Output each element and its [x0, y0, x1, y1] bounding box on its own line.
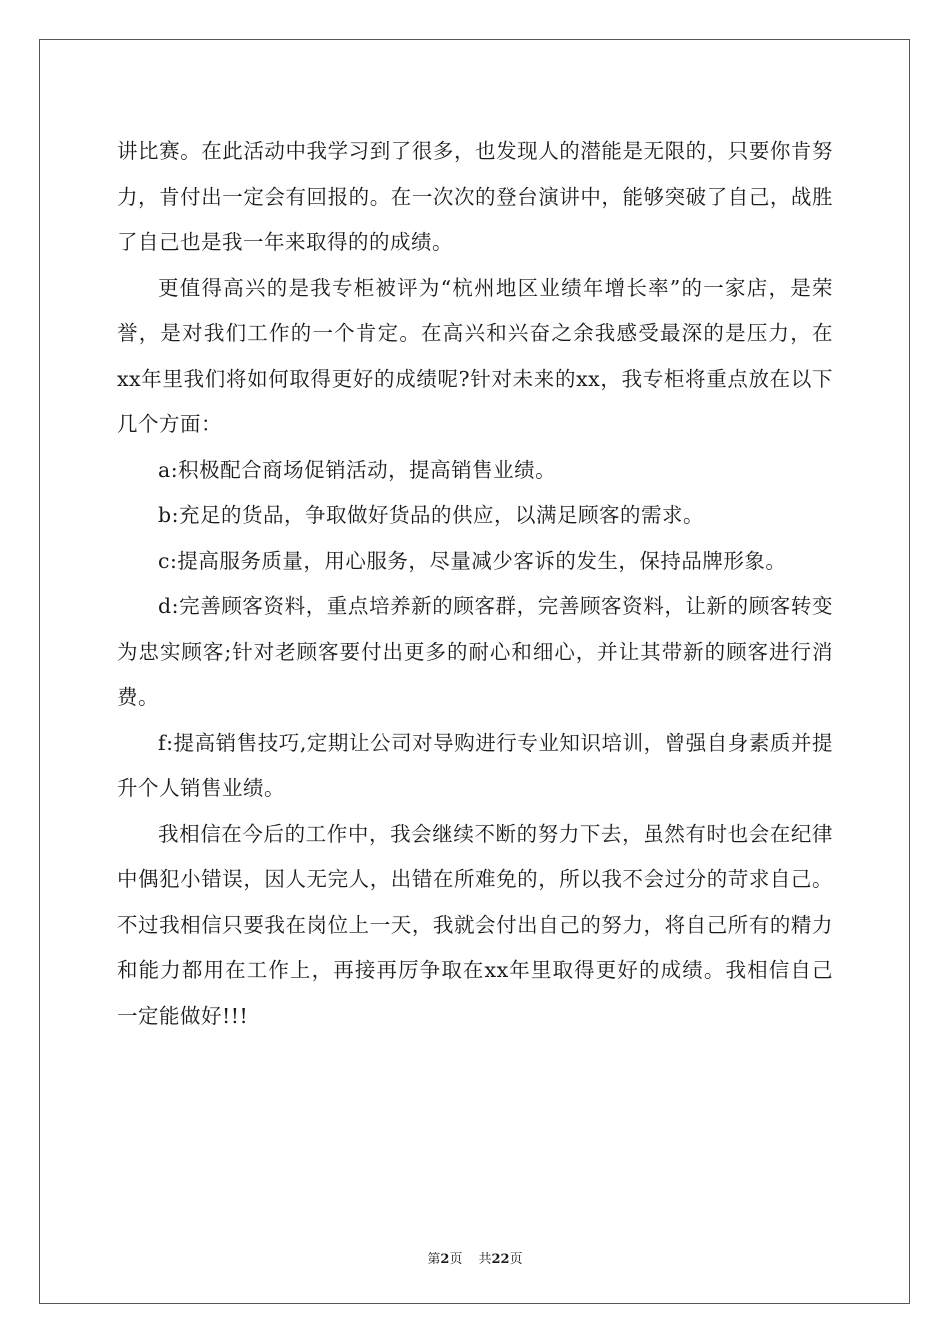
total-prefix: 共 — [478, 1252, 492, 1267]
list-item-a: a:积极配合商场促销活动，提高销售业绩。 — [158, 457, 557, 482]
page-footer — [0, 1248, 950, 1267]
list-item-c: c:提高服务质量，用心服务，尽量减少客诉的发生，保持品牌形象。 — [158, 548, 787, 573]
list-item-b: b:充足的货品，争取做好货品的供应，以满足顾客的需求。 — [158, 503, 705, 527]
paragraph: 我相信在今后的工作中，我会继续不断的努力下去，虽然有时也会在纪律中偶犯小错误，因人无完人，出错在所难免的，所以我不会过分的苛求自己。不过我相信只要我在岗位上一天，我就会付出自己的努力，将自己所有的精力和能力都用在工作上，再接再厉争取在xx年里取得更好的成绩。我相信自己一定能做好!!! — [117, 821, 833, 1028]
page-suffix: 页 — [449, 1252, 463, 1267]
page-number: 2 — [440, 1252, 450, 1267]
paragraph: 讲比赛。在此活动中我学习到了很多，也发现人的潜能是无限的，只要你肯努力，肯付出一定会有回报的。在一次次的登台演讲中，能够突破了自己，战胜了自己也是我一年来取得的的成绩。 — [117, 139, 833, 254]
document-body — [117, 129, 833, 1039]
total-pages: 22 — [491, 1252, 510, 1267]
list-item-f: f:提高销售技巧,定期让公司对导购进行专业知识培训，曾强自身素质并提升个人销售业绩。 — [117, 730, 833, 800]
page-prefix: 第 — [427, 1252, 441, 1267]
list-item-d: d:完善顾客资料，重点培养新的顾客群，完善顾客资料，让新的顾客转变为忠实顾客;针对老顾客要付出更多的耐心和细心，并让其带新的顾客进行消费。 — [117, 594, 833, 709]
paragraph: 更值得高兴的是我专柜被评为“杭州地区业绩年增长率”的一家店，是荣誉，是对我们工作的一个肯定。在高兴和兴奋之余我感受最深的是压力，在xx年里我们将如何取得更好的成绩呢?针对未来的xx，我专柜将重点放在以下几个方面： — [117, 275, 833, 436]
total-suffix: 页 — [509, 1252, 523, 1267]
